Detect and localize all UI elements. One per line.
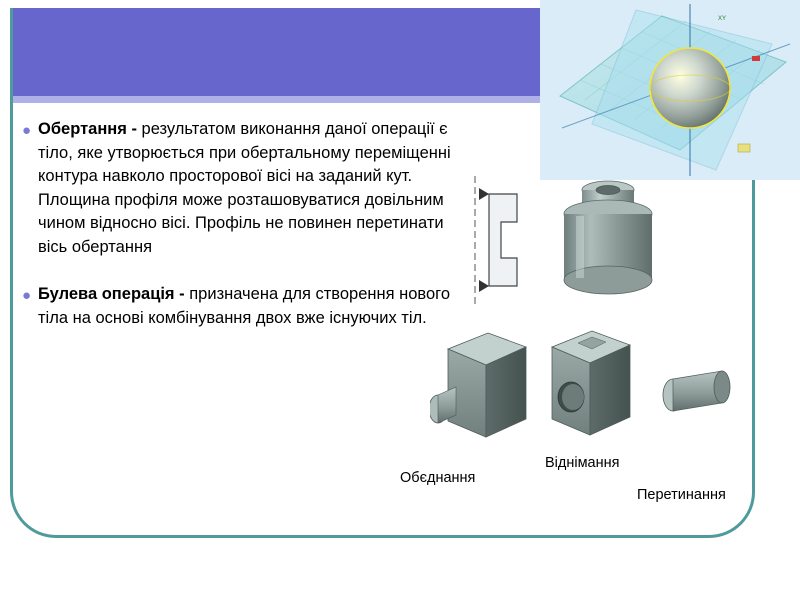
bullet-lead: Булева операція - [38, 285, 190, 303]
revolved-solid-svg [548, 168, 668, 313]
bullet-marker-icon: ● [22, 122, 32, 139]
caption-intersect: Перетинання [637, 487, 726, 503]
revolved-solid-figure [548, 168, 668, 313]
bullet-lead: Обертання - [38, 120, 142, 138]
intersect-solid [663, 371, 730, 411]
profile-sketch-figure [455, 170, 535, 310]
bullet-text [38, 283, 452, 330]
bullet-body: призначена для створення нового тіла на основі комбінування двох вже існуючих тіл. [38, 285, 451, 327]
bullet-item [22, 283, 452, 330]
bullet-body: результатом виконання даної операції є тіло, яке утворюється при обертальному переміщенні контура навколо просторової вісі на заданий кут. Площина профіля може розташовуватися довільним чином відносно вісі. Профіль не повинен перетинати вісь обертання [38, 120, 451, 256]
bullet-item [22, 118, 452, 259]
revolution-sphere-svg [540, 0, 800, 180]
slide-body [22, 118, 452, 354]
profile-sketch-svg [455, 170, 535, 310]
revolution-sphere-figure [540, 0, 800, 180]
subtract-solid [552, 331, 630, 435]
svg-text:XY: XY [718, 16, 727, 22]
caption-subtract: Віднімання [545, 455, 620, 471]
bullet-marker-icon: ● [22, 287, 32, 304]
boolean-solids-figure [430, 325, 750, 455]
caption-union: Обєднання [400, 470, 476, 486]
bullet-text [38, 118, 452, 259]
boolean-solids-svg [430, 325, 750, 455]
